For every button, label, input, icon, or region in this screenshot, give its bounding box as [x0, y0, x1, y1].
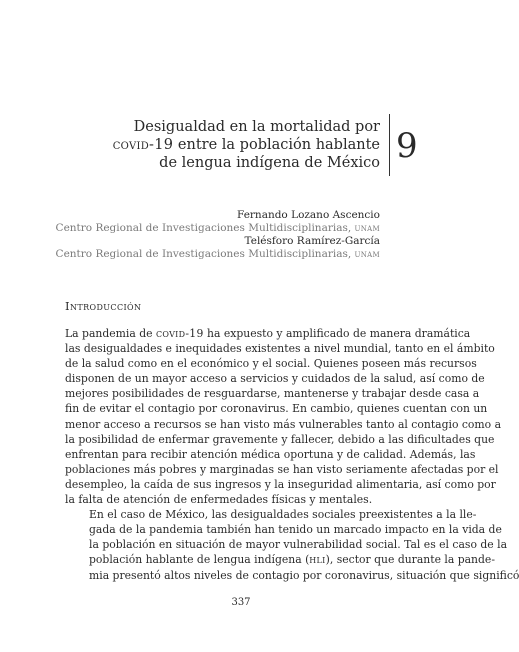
affiliation-text: Centro Regional de Investigaciones Multidisciplinarias,	[55, 222, 355, 234]
text-line	[65, 462, 499, 477]
author-name: Telésforo Ramírez-García	[244, 235, 380, 247]
body-text	[65, 326, 519, 583]
text-line	[65, 492, 417, 507]
text-line	[65, 568, 519, 583]
chapter-title-line	[80, 154, 380, 172]
text-line	[65, 477, 496, 492]
text-line	[65, 432, 495, 447]
text-line	[65, 507, 477, 522]
text-run: la población en situación de mayor vulnerabilidad social. Tal es el caso de la	[89, 538, 508, 552]
text-line	[65, 326, 471, 341]
chapter-title	[80, 118, 380, 172]
author-affiliation	[20, 248, 380, 261]
text-line	[65, 371, 485, 386]
text-run: En el caso de México, las desigualdades sociales preexistentes a la lle-	[89, 508, 477, 522]
author-name: Fernando Lozano Ascencio	[236, 209, 380, 221]
text-line	[65, 417, 502, 432]
author-affiliation	[20, 222, 380, 235]
affiliation-acronym: unam	[354, 223, 380, 234]
text-run: la falta de atención de enfermedades físicas y mentales.	[65, 493, 373, 507]
text-run: fin de evitar el contagio por coronavirus. En cambio, quienes cuentan con un	[65, 402, 488, 416]
text-run: enfrentan para recibir atención médica oportuna y de calidad. Además, las	[65, 447, 476, 461]
chapter-title-line	[80, 136, 380, 154]
section-heading: Introducción	[65, 299, 142, 313]
chapter-number: 9	[396, 126, 418, 166]
paragraph	[65, 507, 519, 582]
text-run: gada de la pandemia también han tenido un marcado impacto en la vida de	[89, 523, 502, 537]
text-line	[65, 386, 480, 401]
text-line	[65, 522, 502, 537]
text-run: disponen de un mayor acceso a servicios y cuidados de la salud, así como de	[65, 372, 485, 386]
text-run: La pandemia de	[65, 327, 156, 340]
text-run: ), sector que durante la pande-	[325, 553, 495, 567]
text-line	[65, 341, 495, 356]
text-run: las desigualdades e inequidades existentes a nivel mundial, tanto en el ámbito	[65, 342, 495, 356]
text-line	[65, 537, 508, 552]
text-run: entre la población hablante	[173, 137, 380, 153]
text-run: ha expuesto y amplificado de manera dramática	[203, 327, 471, 340]
chapter-title-divider	[389, 114, 390, 176]
text-run: mia presentó altos niveles de contagio por coronavirus, situación que significó	[89, 568, 519, 582]
text-run: la posibilidad de enfermar gravemente y fallecer, debido a las dificultades que	[65, 432, 495, 446]
text-run: menor acceso a recursos se han visto más vulnerables tanto al contagio como a	[65, 417, 502, 431]
text-run: poblaciones más pobres y marginadas se han visto seriamente afectadas por el	[65, 462, 499, 476]
text-line	[65, 401, 488, 416]
acronym: covid-19	[112, 137, 174, 153]
text-run: mejores posibilidades de resguardarse, mantenerse y trabajar desde casa a	[65, 387, 480, 401]
text-line	[65, 447, 476, 462]
acronym: hli	[309, 553, 326, 567]
text-line	[65, 356, 477, 371]
page-number: 337	[231, 597, 251, 608]
affiliation-acronym: unam	[354, 249, 380, 260]
text-run: población hablante de lengua indígena (	[89, 553, 310, 567]
chapter-title-line	[80, 118, 380, 136]
text-run: Desigualdad en la mortalidad por	[133, 119, 380, 135]
affiliation-text: Centro Regional de Investigaciones Multidisciplinarias,	[55, 248, 355, 260]
text-run: de la salud como en el económico y el social. Quienes poseen más recursos	[65, 357, 477, 371]
text-run: desempleo, la caída de sus ingresos y la inseguridad alimentaria, así como por	[65, 477, 496, 491]
acronym: covid-19	[155, 327, 204, 340]
text-line	[65, 552, 495, 567]
author-block	[20, 209, 380, 261]
paragraph	[65, 326, 502, 507]
text-run: de lengua indígena de México	[159, 155, 380, 171]
